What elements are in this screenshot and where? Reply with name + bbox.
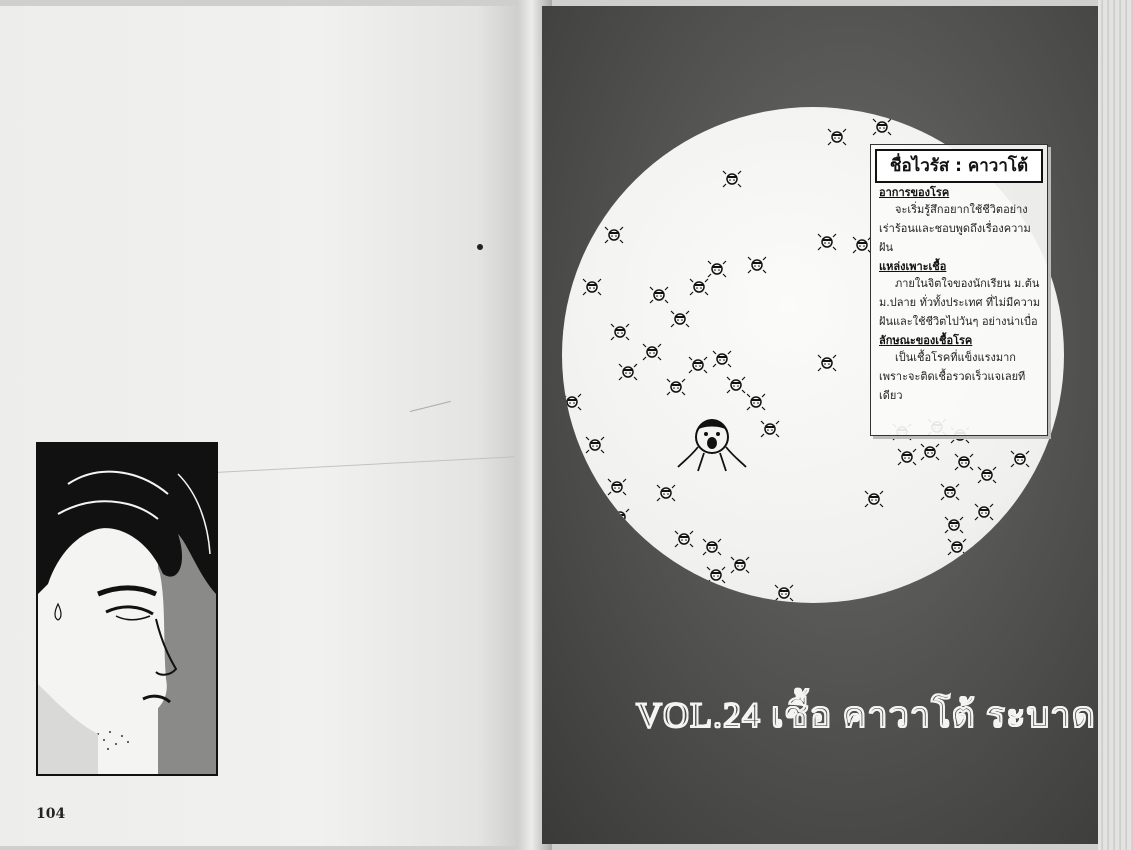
character-panel — [36, 442, 218, 776]
breeding-ground-section — [871, 257, 1047, 331]
symptoms-heading: อาการของโรค — [879, 186, 950, 199]
characteristics-heading: ลักษณะของเชื้อโรค — [879, 334, 973, 347]
page-edge — [1098, 0, 1133, 850]
paper-scratch — [215, 456, 515, 473]
chapter-title: VOL.24 เชื้อ คาวาโต้ ระบาด — [636, 695, 1096, 735]
page-number: 104 — [36, 806, 66, 822]
screaming-character — [678, 419, 746, 471]
virus-info-box — [870, 144, 1048, 436]
breeding-ground-heading: แหล่งเพาะเชื้อ — [879, 260, 947, 273]
left-page — [0, 6, 530, 846]
ink-speck — [477, 244, 483, 250]
virus-name-title: ชื่อไวรัส : คาวาโต้ — [875, 149, 1043, 183]
brooding-character-illustration — [38, 444, 216, 774]
symptoms-section — [871, 183, 1047, 257]
paper-scratch — [410, 401, 451, 412]
symptoms-body: จะเริ่มรู้สึกอยากใช้ชีวิตอย่างเร่าร้อนและชอบพูดถึงเรื่องความฝัน — [879, 203, 1031, 254]
breeding-ground-body: ภายในจิตใจของนักเรียน ม.ต้น ม.ปลาย ทั่วทั้งประเทศ ที่ไม่มีความฝันและใช้ชีวิตไปวันๆ อย่างน่าเบื่อ — [879, 277, 1041, 328]
characteristics-body: เป็นเชื้อโรคที่แข็งแรงมาก เพราะจะติดเชื้อรวดเร็วแจเลยทีเดียว — [879, 351, 1026, 402]
characteristics-section — [871, 331, 1047, 405]
